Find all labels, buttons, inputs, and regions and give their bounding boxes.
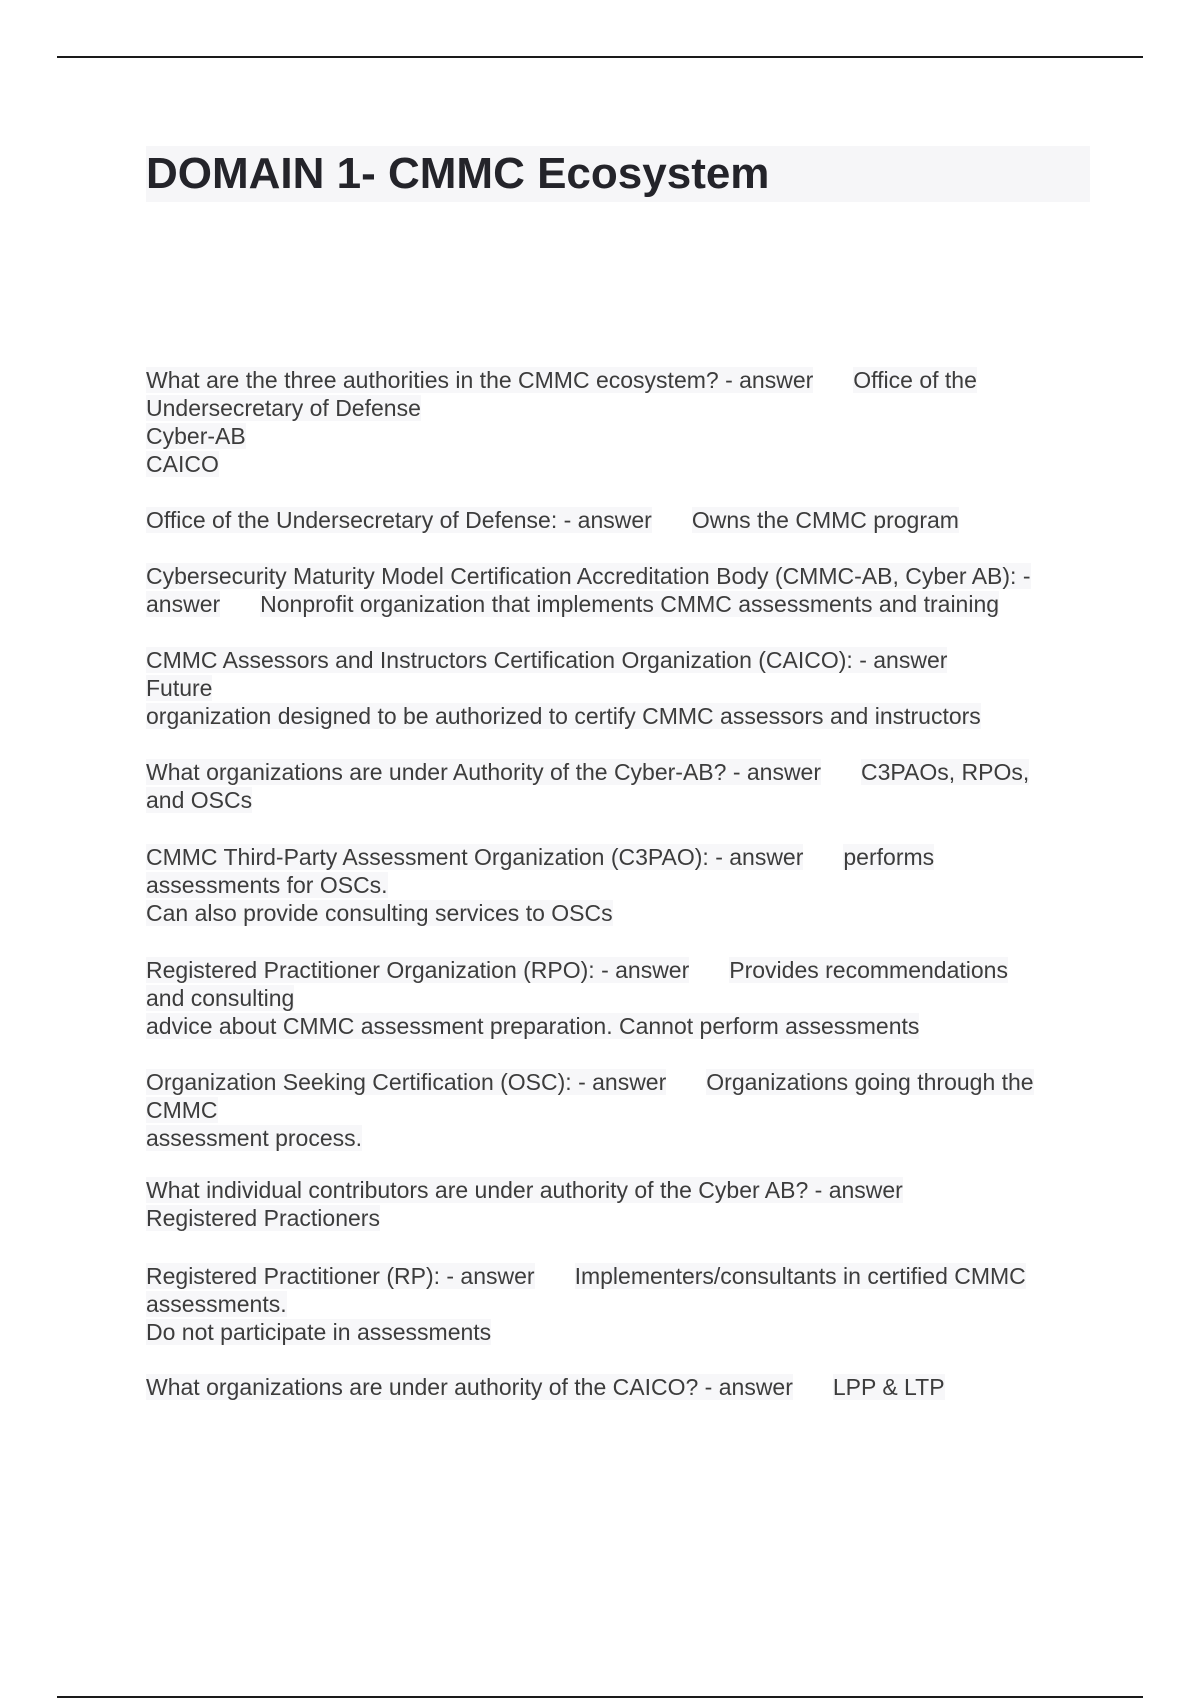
qa-line xyxy=(146,843,1090,871)
answer-text: Provides recommendations xyxy=(729,957,1008,983)
qa-line xyxy=(146,871,1090,899)
qa-line xyxy=(146,394,1090,422)
qa-item xyxy=(146,1176,1090,1232)
qa-line xyxy=(146,1318,1090,1346)
qa-line xyxy=(146,506,1090,534)
qa-line xyxy=(146,646,1090,674)
qa-text: CMMC Third-Party Assessment Organization (C3PAO): - answer xyxy=(146,844,804,870)
qa-item xyxy=(146,1068,1090,1152)
qa-text: CMMC Assessors and Instructors Certification Organization (CAICO): - answer xyxy=(146,647,948,673)
qa-line xyxy=(146,562,1090,590)
qa-text: What individual contributors are under authority of the Cyber AB? - answer xyxy=(146,1177,903,1203)
qa-line xyxy=(146,590,1090,618)
qa-text: What organizations are under authority of the CAICO? - answer xyxy=(146,1374,793,1400)
qa-item xyxy=(146,646,1090,730)
qa-line xyxy=(146,1068,1090,1096)
qa-line xyxy=(146,1096,1090,1124)
qa-line xyxy=(146,366,1090,394)
qa-line xyxy=(146,1124,1090,1152)
qa-line xyxy=(146,984,1090,1012)
qa-item xyxy=(146,956,1090,1040)
qa-item xyxy=(146,1373,1090,1401)
qa-text: CAICO xyxy=(146,451,219,477)
qa-line xyxy=(146,1373,1090,1401)
qa-line xyxy=(146,1290,1090,1318)
answer-text: Nonprofit organization that implements CMMC assessments and training xyxy=(260,591,1000,617)
answer-text: performs xyxy=(843,844,935,870)
qa-line xyxy=(146,786,1090,814)
qa-text: Can also provide consulting services to OSCs xyxy=(146,900,613,926)
qa-text: Registered Practioners xyxy=(146,1205,380,1231)
qa-text: advice about CMMC assessment preparation. Cannot perform assessments xyxy=(146,1013,920,1039)
qa-text: Undersecretary of Defense xyxy=(146,395,421,421)
top-rule xyxy=(57,56,1143,58)
qa-line xyxy=(146,1204,1090,1232)
qa-line xyxy=(146,702,1090,730)
qa-line xyxy=(146,1262,1090,1290)
qa-item xyxy=(146,843,1090,927)
qa-text: Office of the Undersecretary of Defense: - answer xyxy=(146,507,652,533)
qa-text: Organization Seeking Certification (OSC): - answer xyxy=(146,1069,667,1095)
qa-item xyxy=(146,1262,1090,1346)
qa-text: What organizations are under Authority of the Cyber-AB? - answer xyxy=(146,759,822,785)
qa-line xyxy=(146,450,1090,478)
bottom-rule xyxy=(57,1696,1143,1698)
qa-text: and consulting xyxy=(146,985,295,1011)
qa-text: assessments for OSCs. xyxy=(146,872,388,898)
title-block xyxy=(146,146,1090,202)
answer-text: LPP & LTP xyxy=(832,1374,945,1400)
qa-text: Cyber-AB xyxy=(146,423,246,449)
qa-line xyxy=(146,674,1090,702)
qa-line xyxy=(146,956,1090,984)
qa-line xyxy=(146,758,1090,786)
qa-text: CMMC xyxy=(146,1097,218,1123)
answer-text: Implementers/consultants in certified CMMC xyxy=(574,1263,1026,1289)
answer-text: C3PAOs, RPOs, xyxy=(861,759,1030,785)
answer-text: Owns the CMMC program xyxy=(691,507,959,533)
qa-line xyxy=(146,899,1090,927)
qa-text: Cybersecurity Maturity Model Certification Accreditation Body (CMMC-AB, Cyber AB): - xyxy=(146,563,1031,589)
qa-line xyxy=(146,1176,1090,1204)
qa-text: answer xyxy=(146,591,221,617)
qa-item xyxy=(146,758,1090,814)
answer-text: Office of the xyxy=(853,367,977,393)
qa-text: Registered Practitioner Organization (RPO): - answer xyxy=(146,957,690,983)
page-title: DOMAIN 1- CMMC Ecosystem xyxy=(146,149,770,198)
answer-text: Organizations going through the xyxy=(706,1069,1034,1095)
qa-text: Registered Practitioner (RP): - answer xyxy=(146,1263,535,1289)
qa-text: and OSCs xyxy=(146,787,253,813)
qa-line xyxy=(146,1012,1090,1040)
qa-line xyxy=(146,422,1090,450)
qa-item xyxy=(146,562,1090,618)
qa-text: What are the three authorities in the CMMC ecosystem? - answer xyxy=(146,367,814,393)
qa-text: Do not participate in assessments xyxy=(146,1319,492,1345)
qa-text: Future xyxy=(146,675,213,701)
qa-text: assessment process. xyxy=(146,1125,363,1151)
qa-item xyxy=(146,366,1090,478)
qa-text: organization designed to be authorized to certify CMMC assessors and instructors xyxy=(146,703,981,729)
qa-text: assessments. xyxy=(146,1291,287,1317)
qa-item xyxy=(146,506,1090,534)
